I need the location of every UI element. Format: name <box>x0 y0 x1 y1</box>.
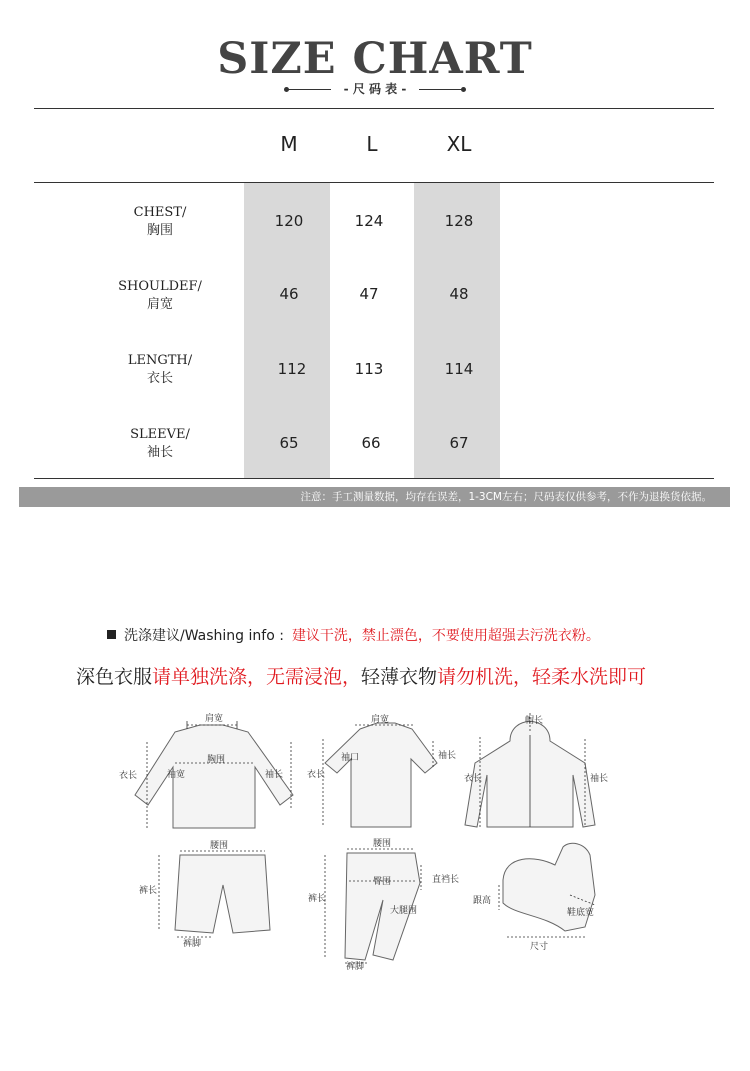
diagram-label: 腰围 <box>373 839 392 849</box>
page-title: SIZE CHART <box>217 34 533 84</box>
washing-label: 洗涤建议/Washing info : <box>124 628 284 644</box>
diagram-label: 裤长 <box>308 894 327 904</box>
diagram-label: 衣长 <box>307 770 326 780</box>
diagram-label: 袖长 <box>590 774 609 784</box>
table-cell: 47 <box>359 285 379 303</box>
diagram-label: 腰围 <box>210 841 229 851</box>
table-cell: 124 <box>354 212 384 230</box>
page-subtitle <box>0 80 750 97</box>
shorts-diagram-icon <box>139 840 270 949</box>
diagram-label: 袖口 <box>341 753 360 763</box>
row-label-shoulder: SHOULDEF/ 肩宽 <box>118 279 202 312</box>
shirt-diagram-icon <box>119 712 293 828</box>
table-cell: 67 <box>449 434 469 452</box>
table-bottom-rule <box>34 478 714 479</box>
table-cell: 120 <box>274 212 304 230</box>
table-cell: 65 <box>279 434 299 452</box>
diagram-label: 裤长 <box>139 886 158 896</box>
diagram-label: 裤脚 <box>346 962 365 972</box>
diagram-label: 跟高 <box>473 896 492 906</box>
subtitle-text: - 尺 码 表 - <box>343 82 407 96</box>
diagram-label: 大腿围 <box>390 906 418 916</box>
diagram-label: 衣长 <box>464 774 483 784</box>
diagram-label: 袖长 <box>438 751 457 761</box>
table-cell: 113 <box>354 360 384 378</box>
table-cell: 112 <box>277 360 307 378</box>
table-cell: 128 <box>444 212 474 230</box>
size-header-l: L <box>366 132 378 156</box>
diagram-label: 衣长 <box>119 771 138 781</box>
tshirt-diagram-icon <box>307 713 456 827</box>
table-cell: 114 <box>444 360 474 378</box>
care-dark-clothes: 深色衣服 <box>76 666 153 688</box>
diagram-label: 胸围 <box>207 755 226 765</box>
note-text: 注意：手工测量数据，均存在误差，1-3CM左右；尺码表仅供参考，不作为退换货依据。 <box>300 491 712 503</box>
bullet-square-icon <box>107 630 116 639</box>
divider-right <box>419 89 463 90</box>
table-top-rule <box>34 108 714 109</box>
care-instructions <box>76 662 646 689</box>
diagram-label: 裤脚 <box>183 939 202 949</box>
divider-left <box>287 89 331 90</box>
care-light-advice: 请勿机洗，轻柔水洗即可 <box>437 666 647 688</box>
row-label-chest: CHEST/ 胸围 <box>133 205 187 238</box>
care-dark-advice: 请单独洗涤，无需浸泡， <box>152 666 362 688</box>
table-cell: 46 <box>279 285 299 303</box>
diagram-label: 袖长 <box>265 770 284 780</box>
diagram-label: 直裆长 <box>432 875 460 885</box>
diagram-label: 帽长 <box>525 716 544 726</box>
care-light-clothes: 轻薄衣物 <box>361 666 438 688</box>
measurement-diagrams <box>115 705 615 975</box>
diagram-label: 鞋底宽 <box>567 908 595 918</box>
size-header-xl: XL <box>446 132 472 156</box>
diagram-label: 袖宽 <box>167 770 186 780</box>
diagram-label: 肩宽 <box>205 714 224 724</box>
diagram-label: 尺寸 <box>530 942 549 952</box>
diagram-label: 臀围 <box>373 877 392 887</box>
shoe-diagram-icon <box>473 843 595 952</box>
row-label-sleeve: SLEEVE/ 袖长 <box>130 427 190 460</box>
row-label-length: LENGTH/ 衣长 <box>127 353 193 386</box>
size-header-m: M <box>280 132 298 156</box>
washing-advice: 建议干洗，禁止漂色，不要使用超强去污洗衣粉。 <box>291 628 600 644</box>
note-bar <box>19 487 730 507</box>
diagram-label: 肩宽 <box>371 715 390 725</box>
table-cell: 66 <box>361 434 381 452</box>
table-cell: 48 <box>449 285 469 303</box>
table-header-rule <box>34 182 714 183</box>
washing-info <box>107 625 600 645</box>
pants-diagram-icon <box>308 838 459 972</box>
hoodie-diagram-icon <box>464 713 608 827</box>
